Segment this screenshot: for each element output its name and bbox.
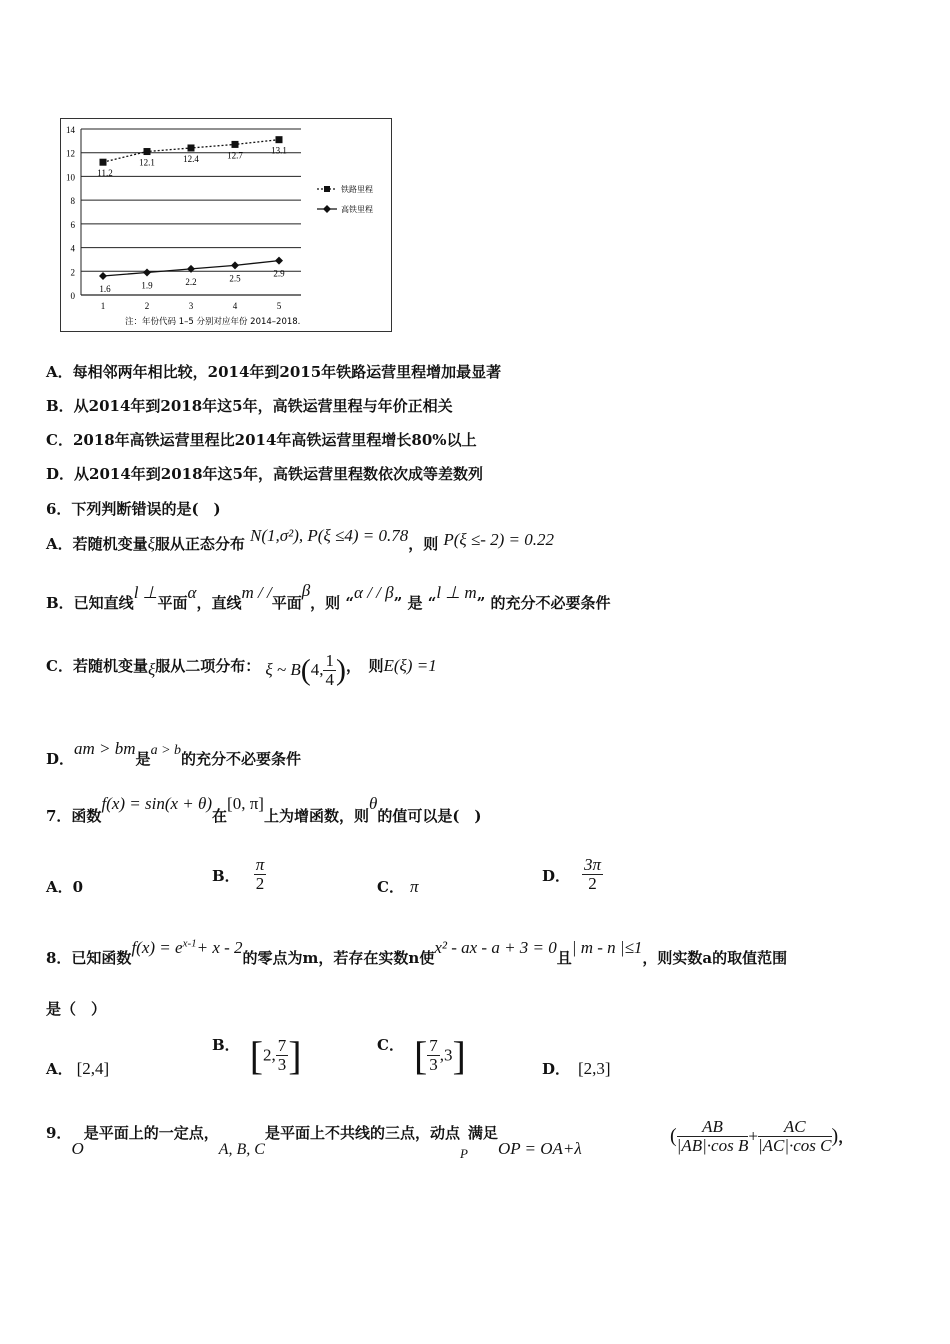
q6-c-then: ， 则 (345, 657, 384, 675)
q6-d-end: 的充分不必要条件 (181, 750, 302, 768)
q8-option-b: B． [2, $\frac{7}{3}$ ] (212, 1033, 302, 1078)
q5-option-a: A．每相邻两年相比较，2014年到2015年铁路运营里程增加最显著 (46, 363, 502, 381)
data-label: 12.1 (139, 157, 155, 168)
q9-text-3: 满足 (467, 1124, 498, 1142)
q7-b-label: B． (212, 867, 240, 885)
q6-a-label: A．若随机变量 (46, 535, 148, 553)
q7-b-den: 2 (255, 874, 265, 893)
x-tick-label: 5 (276, 301, 282, 311)
q6-b-l: l ⊥ (133, 583, 158, 602)
data-label: 12.7 (227, 150, 243, 161)
q7-d-label: D． (542, 867, 571, 885)
q6-b-m: m / / (241, 583, 272, 602)
q8-c-right: ,3 (439, 1045, 453, 1065)
q8-option-a (46, 1058, 109, 1079)
data-label: 1.9 (141, 280, 153, 291)
q6-b-end: ” 的充分不必要条件 (476, 594, 611, 612)
q8-condition: | m - n |≤1 (571, 938, 643, 957)
q7-option-c (377, 876, 418, 897)
railway-point (144, 148, 151, 155)
q9-frac2-den: |AC|·cos C (757, 1136, 832, 1155)
railway-point (232, 141, 239, 148)
q6-option-b (46, 581, 611, 613)
legend-high-speed-label: 高铁里程 (341, 205, 373, 214)
q6-b-then: ，则 “ (310, 594, 355, 612)
x-tick-label: 3 (188, 301, 194, 311)
q8-c-num: 7 (429, 1036, 438, 1055)
q8-b-label: B． (212, 1036, 240, 1054)
q6-b-plane1: 平面 (157, 594, 188, 612)
q7-option-d (542, 856, 603, 893)
q9-frac1-den: |AB|·cos B (676, 1136, 749, 1155)
q8-stem-d: 是（ ） (46, 1000, 107, 1018)
q6-b-label: B．已知直线 (46, 594, 134, 612)
high-speed-point (231, 261, 239, 269)
q6-a-then: ，则 (408, 535, 439, 553)
y-tick-label: 12 (66, 148, 75, 159)
high-speed-point (99, 272, 107, 280)
q9-stem (46, 1120, 582, 1161)
q8-stem (46, 937, 788, 967)
y-tick-label: 8 (70, 196, 75, 207)
y-tick-label: 2 (70, 267, 75, 278)
high-speed-point (275, 257, 283, 265)
q5-option-d: D．从2014年到2018年这5年，高铁运营里程数依次成等差数列 (46, 465, 483, 483)
q7-theta: θ (368, 794, 378, 813)
q7-stem (46, 793, 482, 825)
y-tick-label: 0 (70, 291, 75, 301)
q7-a-label: A． (46, 878, 73, 896)
q6-d-is: 是 (135, 750, 151, 768)
data-label: 13.1 (271, 145, 287, 156)
railway-point (276, 136, 283, 143)
q6-c-arg: 4, (310, 660, 324, 679)
q7-c-label: C． (377, 878, 404, 896)
q8-stem-b: 的零点为m，若存在实数n使 (242, 949, 435, 967)
q9-point-p: P (459, 1146, 468, 1161)
q6-b-cond: α / / β (354, 583, 394, 602)
x-tick-label: 2 (144, 301, 150, 311)
q6-b-beta: β (301, 581, 311, 600)
railway-point (188, 144, 195, 151)
q9-text-1: 是平面上的一定点， (83, 1124, 219, 1142)
q6-b-alpha: α (187, 583, 197, 602)
q7-in: 在 (212, 807, 228, 825)
q6-a-formula1: N(1,σ²), P(ξ ≤4) = 0.78 (250, 526, 409, 545)
q7-option-b (212, 856, 266, 893)
q7-function: f(x) = sin(x + θ) (101, 794, 213, 813)
q8-c-den: 3 (429, 1055, 438, 1074)
x-tick-label: 1 (100, 301, 106, 311)
q6-c-f1: ξ ~ B (265, 660, 301, 679)
q6-d-label: D． (46, 750, 75, 768)
q5-option-b: B．从2014年到2018年这5年，高铁运营里程与年价正相关 (46, 397, 453, 415)
q6-option-d (46, 738, 302, 768)
q6-a-mid: 服从正态分布 (154, 535, 245, 553)
q8-a-val: [2,4] (76, 1059, 110, 1078)
q7-d-den: 2 (588, 874, 597, 893)
q8-and: 且 (556, 949, 572, 967)
q8-function: f(x) = e (131, 938, 183, 957)
q9-end: ， (838, 1128, 854, 1146)
q7-a-val: 0 (72, 878, 84, 896)
y-tick-label: 6 (70, 219, 75, 230)
q9-plus: + (748, 1126, 758, 1146)
legend-railway-label: 铁路里程 (341, 185, 373, 194)
q7-c-val: π (409, 877, 419, 896)
q7-stem-b: 上为增函数，则 (263, 807, 369, 825)
q9-vector-expression: ( $\frac{AB}{\text{|AB|·cos B}}$ + $\frac{AC}{\text{|AC|·cos C}}$ )， (670, 1117, 854, 1155)
q7-interval: [0, π] (227, 794, 264, 813)
q8-stem-c: ，则实数a的取值范围 (642, 949, 788, 967)
q8-b-left: 2, (263, 1045, 276, 1065)
q8-d-val: [2,3] (578, 1059, 611, 1078)
q8-option-d (542, 1058, 611, 1079)
q6-c-label: C．若随机变量 (46, 657, 148, 675)
q8-option-c: C． [ $\frac{7}{3}$ ,3] (377, 1033, 466, 1078)
q7-stem-a: 7．函数 (46, 807, 102, 825)
q8-c-label: C． (377, 1036, 404, 1054)
q5-option-c: C．2018年高铁运营里程比2014年高铁运营里程增长80%以上 (46, 431, 477, 449)
q6-d-f2: a > b (150, 743, 182, 758)
q7-b-num: π (255, 855, 265, 874)
q6-b-is: ” 是 “ (393, 594, 437, 612)
data-label: 2.9 (273, 268, 285, 279)
q6-c-den: 4 (325, 670, 334, 689)
q8-exponent: x-1 (182, 937, 197, 950)
q8-a-label: A． (46, 1060, 73, 1078)
y-tick-label: 10 (66, 172, 75, 183)
q9-points-abc: A, B, C (218, 1141, 265, 1158)
q9-text-2: 是平面上不共线的三点，动点 (264, 1124, 460, 1142)
data-label: 12.4 (183, 153, 199, 164)
q6-c-num: 1 (325, 651, 334, 670)
q7-d-num: 3π (584, 855, 602, 874)
q8-b-num: 7 (277, 1036, 287, 1055)
q6-a-formula2: P(ξ ≤- 2) = 0.22 (443, 530, 555, 549)
q8-d-label: D． (542, 1060, 571, 1078)
q9-number: 9． (46, 1124, 72, 1142)
high-speed-point (143, 268, 151, 276)
q9-frac1-num: AB (677, 1118, 749, 1137)
q6-stem: 6．下列判断错误的是( ) (46, 500, 221, 518)
railway-point (100, 159, 107, 166)
chart-frame (60, 118, 392, 332)
chart-note: 注：年份代码 1–5 分别对应年份 2014–2018. (125, 317, 301, 327)
q7-stem-c: 的值可以是( ) (377, 807, 482, 825)
q6-d-f1: am > bm (74, 739, 136, 758)
legend-railway-marker (324, 186, 330, 192)
q8-equation: x² - ax - a + 3 = 0 (434, 938, 557, 957)
data-label: 2.5 (229, 273, 241, 284)
q9-frac2-num: AC (758, 1118, 832, 1137)
data-label: 11.2 (97, 168, 113, 179)
q6-b-line: ，直线 (196, 594, 242, 612)
q6-option-c: C．若随机变量ξ服从二项分布： ξ ~ B(4, $\frac{1}{4}$ )， 则E(ξ) =1 (46, 651, 437, 689)
q8-function-rest: + x - 2 (196, 938, 243, 957)
line-chart (61, 119, 391, 331)
q7-option-a (46, 876, 83, 897)
y-tick-label: 14 (66, 125, 75, 135)
q6-b-cond2: l ⊥ m (436, 583, 477, 602)
q6-c-f2: E(ξ) =1 (383, 656, 437, 675)
x-tick-label: 4 (232, 301, 238, 311)
q6-option-a: A．若随机变量ξ服从正态分布 N(1,σ²), P(ξ ≤4) = 0.78，则 P(ξ ≤- 2) = 0.22 (46, 526, 555, 553)
q9-point-o: O (71, 1139, 84, 1158)
q8-stem-a: 8．已知函数 (46, 949, 132, 967)
data-label: 1.6 (99, 284, 111, 295)
q8-b-den: 3 (277, 1055, 287, 1074)
q6-c-mid: 服从二项分布： (155, 657, 261, 675)
q6-b-plane2: 平面 (271, 594, 302, 612)
data-label: 2.2 (185, 276, 197, 287)
y-tick-label: 4 (70, 243, 75, 254)
legend-high-speed-marker (323, 205, 331, 213)
q9-equation: OP = OA+λ (497, 1139, 582, 1158)
